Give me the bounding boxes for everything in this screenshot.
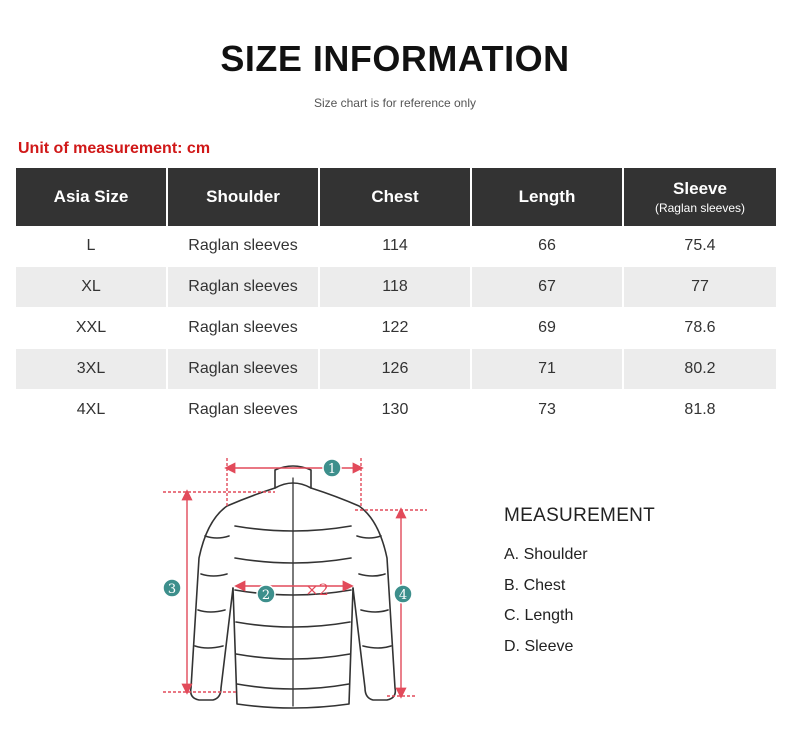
- marker-4: [394, 585, 412, 603]
- cell-length: 69: [472, 308, 624, 349]
- svg-text:4: 4: [398, 588, 408, 603]
- cell-length: 71: [472, 349, 624, 390]
- table-row: [16, 267, 776, 308]
- jacket-diagram: [155, 448, 445, 718]
- cell-length: 66: [472, 226, 624, 267]
- cell-length: 67: [472, 267, 624, 308]
- cell-sleeve: 81.8: [624, 390, 776, 431]
- cell-size: L: [16, 226, 168, 267]
- cell-sleeve: 78.6: [624, 308, 776, 349]
- column-header-chest: Chest: [320, 168, 472, 226]
- marker-2: [257, 585, 275, 603]
- cell-chest: 130: [320, 390, 472, 431]
- page-title: SIZE INFORMATION: [220, 38, 570, 79]
- jacket-outline: [191, 466, 396, 708]
- cell-length: 73: [472, 390, 624, 431]
- svg-text:1: 1: [327, 462, 337, 477]
- measurement-list: [504, 545, 588, 667]
- marker-3: [163, 579, 181, 597]
- column-header-shoulder: Shoulder: [168, 168, 320, 226]
- measurement-item-chest: B. Chest: [504, 576, 566, 594]
- measurement-item-sleeve: D. Sleeve: [504, 637, 574, 655]
- chest-multiplier: ×2: [305, 580, 329, 599]
- unit-of-measurement: Unit of measurement: cm: [18, 140, 211, 157]
- column-header-sleeve: Sleeve (Raglan sleeves): [624, 168, 776, 226]
- table-row: [16, 308, 776, 349]
- table-row: [16, 390, 776, 431]
- cell-sleeve: 80.2: [624, 349, 776, 390]
- svg-text:2: 2: [261, 588, 271, 603]
- column-header-asia-size: Asia Size: [16, 168, 168, 226]
- cell-sleeve: 77: [624, 267, 776, 308]
- cell-shoulder: Raglan sleeves: [168, 226, 320, 267]
- svg-text:3: 3: [167, 582, 177, 597]
- measurement-title: MEASUREMENT: [504, 505, 656, 526]
- sleeve-subheader: (Raglan sleeves): [654, 201, 746, 215]
- table-row: [16, 226, 776, 267]
- cell-size: 3XL: [16, 349, 168, 390]
- cell-chest: 118: [320, 267, 472, 308]
- cell-sleeve: 75.4: [624, 226, 776, 267]
- measurement-item-length: C. Length: [504, 607, 574, 624]
- table-row: [16, 349, 776, 390]
- cell-shoulder: Raglan sleeves: [168, 308, 320, 349]
- cell-chest: 126: [320, 349, 472, 390]
- cell-size: XL: [16, 267, 168, 308]
- cell-chest: 122: [320, 308, 472, 349]
- page-subtitle: Size chart is for reference only: [313, 96, 477, 110]
- marker-1: [323, 459, 341, 477]
- measurement-item-shoulder: A. Shoulder: [504, 546, 588, 563]
- size-table: [16, 168, 776, 431]
- cell-size: XXL: [16, 308, 168, 349]
- cell-shoulder: Raglan sleeves: [168, 390, 320, 431]
- column-header-length: Length: [472, 168, 624, 226]
- cell-chest: 114: [320, 226, 472, 267]
- cell-size: 4XL: [16, 390, 168, 431]
- table-header-row: [16, 168, 776, 226]
- cell-shoulder: Raglan sleeves: [168, 349, 320, 390]
- cell-shoulder: Raglan sleeves: [168, 267, 320, 308]
